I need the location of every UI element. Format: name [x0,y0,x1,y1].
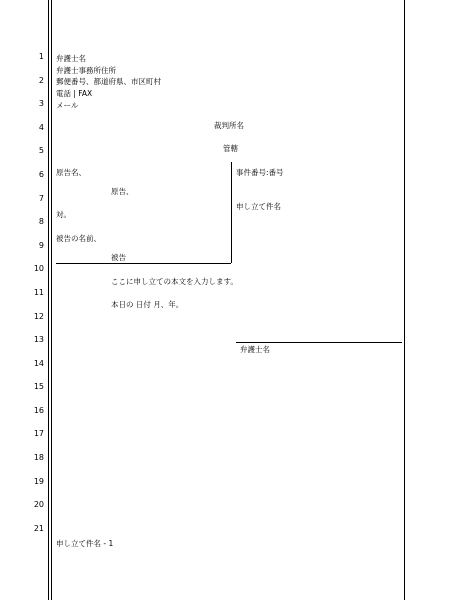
line-number: 10 [33,264,44,273]
footer-text: 申し立て件名 - 1 [56,539,114,548]
line-number: 12 [33,312,44,321]
line-number: 7 [38,194,44,203]
phone-fax[interactable]: 電話 | FAX [56,89,93,98]
line-number: 1 [38,52,44,61]
left-margin-rule-inner [51,0,52,600]
defendant-role: 被告 [111,253,126,262]
motion-title[interactable]: 申し立て件名 [236,202,281,211]
line-number: 16 [33,406,44,415]
line-number: 5 [38,146,44,155]
line-number: 21 [33,524,44,533]
line-number: 15 [33,382,44,391]
court-jurisdiction[interactable]: 管轄 [223,144,238,153]
email[interactable]: メール [56,101,79,110]
case-number[interactable]: 事件番号:番号 [236,168,284,177]
line-number: 2 [38,76,44,85]
versus: 対。 [56,210,71,219]
line-number: 4 [38,123,44,132]
defendant-name[interactable]: 被告の名前、 [56,234,101,243]
right-margin-rule [404,0,405,600]
court-name[interactable]: 裁判所名 [214,121,244,130]
signature-line [236,342,402,343]
line-number: 18 [33,453,44,462]
line-number: 6 [38,170,44,179]
left-margin-rule-outer [48,0,49,600]
signature-attorney-name[interactable]: 弁護士名 [240,345,270,354]
line-number: 8 [38,217,44,226]
caption-bottom-rule [56,263,231,264]
line-number: 3 [38,99,44,108]
line-number: 17 [33,429,44,438]
caption-vertical-rule [231,162,232,263]
plaintiff-name[interactable]: 原告名、 [56,168,86,177]
date-line[interactable]: 本日の 日付 月、年。 [111,300,184,309]
attorney-name[interactable]: 弁護士名 [56,54,86,63]
line-number: 11 [33,288,44,297]
office-address[interactable]: 弁護士事務所住所 [56,66,116,75]
postal-line[interactable]: 郵便番号、都道府県、市区町村 [56,77,161,86]
line-number: 19 [33,477,44,486]
body-content[interactable]: ここに申し立ての本文を入力します。 [111,277,238,286]
line-number: 20 [33,500,44,509]
line-number: 13 [33,335,44,344]
line-number: 14 [33,359,44,368]
line-number: 9 [38,241,44,250]
plaintiff-role: 原告、 [111,187,134,196]
